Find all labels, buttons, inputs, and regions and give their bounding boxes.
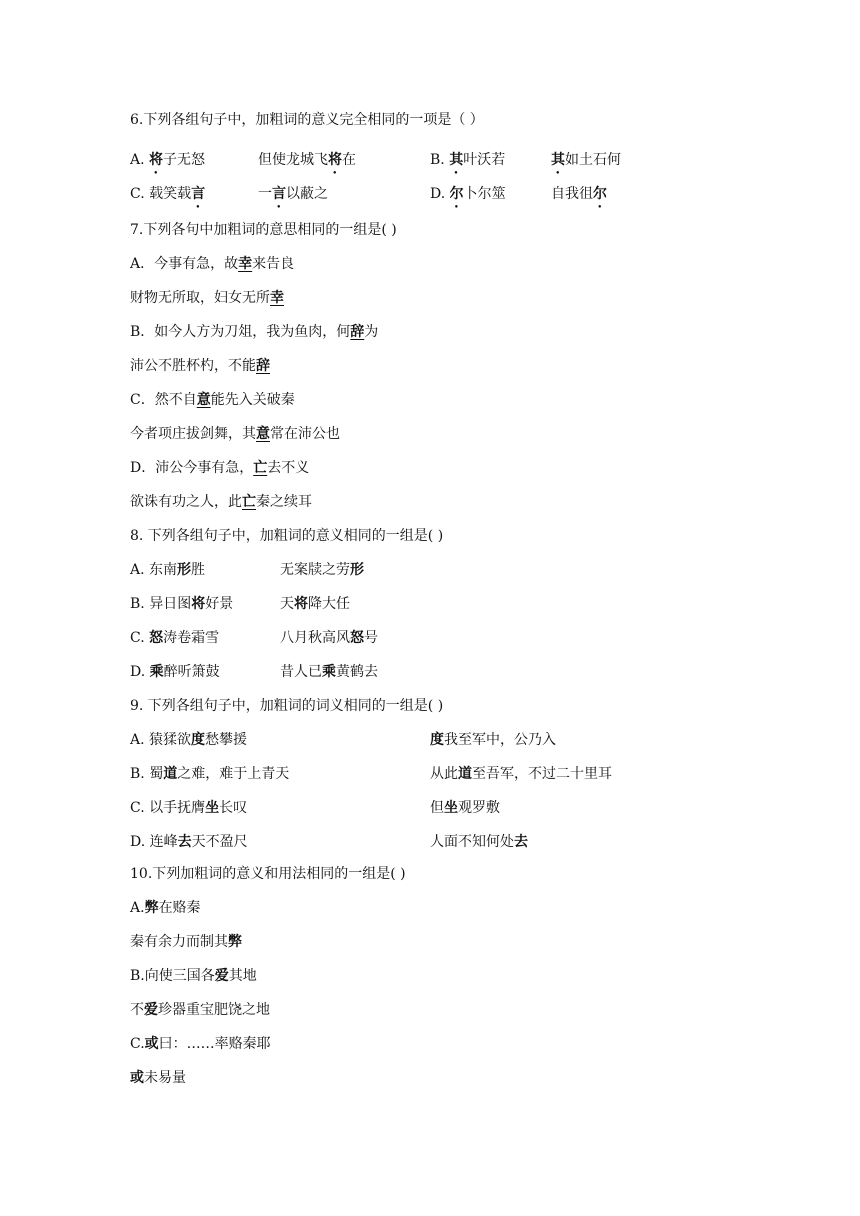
q9-option-b [130, 764, 690, 784]
q8-option-a [130, 560, 530, 580]
q6-option-d-sentence-2: 自我徂尔 [551, 186, 607, 202]
q7-option-a-sentence-1: A．今事有急，故幸来告良 [130, 256, 295, 272]
q8-option-d-sentence-1: D. 乘醉听箫鼓 [130, 664, 220, 680]
q10-option-b-sentence-1: B.向使三国各爱其地 [130, 968, 257, 984]
q7-option-c-sentence-1: C．然不自意能先入关破秦 [130, 392, 295, 408]
q7-option-b-sentence-1: B．如今人方为刀俎，我为鱼肉，何辞为 [130, 324, 379, 340]
q9-option-d-sentence-1: D. 连峰去天不盈尺 [130, 834, 248, 850]
q8-option-b-sentence-2: 天将降大任 [280, 596, 350, 612]
q6-option-c-sentence-1: C. 载笑载言 [130, 186, 206, 202]
q10-option-b-sentence-2: 不爱珍器重宝肥饶之地 [130, 1002, 270, 1018]
q7-option-c-sentence-2: 今者项庄拔剑舞，其意常在沛公也 [130, 426, 340, 442]
q8-option-b [130, 594, 530, 614]
question-9-stem: 9. 下列各组句子中，加粗词的词义相同的一组是( ) [130, 698, 444, 714]
q7-option-d-sentence-1: D．沛公今事有急，亡去不义 [130, 460, 310, 476]
q9-option-b-sentence-2: 从此道至吾军，不过二十里耳 [430, 766, 612, 782]
question-6-row-1 [130, 150, 730, 170]
q7-option-a-sentence-2: 财物无所取，妇女无所幸 [130, 290, 284, 306]
q9-option-a-sentence-2: 度我至军中，公乃入 [430, 732, 556, 748]
q8-option-c-sentence-2: 八月秋高风怒号 [280, 630, 378, 646]
question-7-stem: 7.下列各句中加粗词的意思相同的一组是( ) [130, 222, 397, 238]
q6-option-b-sentence-2: 其如土石何 [551, 152, 621, 168]
q8-option-a-sentence-1: A. 东南形胜 [130, 562, 206, 578]
question-6-stem: 6.下列各组句子中，加粗词的意义完全相同的一项是（ ） [130, 112, 484, 128]
q8-option-d [130, 662, 530, 682]
q6-option-b-sentence-1: B. 其叶沃若 [430, 152, 506, 168]
q9-option-b-sentence-1: B. 蜀道之难，难于上青天 [130, 766, 290, 782]
q9-option-c-sentence-1: C. 以手抚膺坐长叹 [130, 800, 248, 816]
q7-option-d-sentence-2: 欲诛有功之人，此亡秦之续耳 [130, 494, 312, 510]
q6-option-a-sentence-2: 但使龙城飞将在 [258, 152, 356, 168]
q10-option-c-sentence-1: C.或曰：……率赂秦耶 [130, 1036, 271, 1052]
q9-option-d-sentence-2: 人面不知何处去 [430, 834, 528, 850]
q8-option-d-sentence-2: 昔人已乘黄鹤去 [280, 664, 378, 680]
question-8-stem: 8. 下列各组句子中，加粗词的意义相同的一组是( ) [130, 528, 444, 544]
q10-option-a-sentence-2: 秦有余力而制其弊 [130, 934, 242, 950]
q9-option-a-sentence-1: A. 猿猱欲度愁攀援 [130, 732, 248, 748]
q8-option-c [130, 628, 530, 648]
q9-option-d [130, 832, 690, 852]
q6-option-d-sentence-1: D. 尔卜尔筮 [430, 186, 506, 202]
q9-option-c-sentence-2: 但坐观罗敷 [430, 800, 500, 816]
q7-option-b-sentence-2: 沛公不胜杯杓，不能辞 [130, 358, 270, 374]
question-10-stem: 10.下列加粗词的意义和用法相同的一组是( ) [130, 866, 406, 882]
q10-option-a-sentence-1: A.弊在赂秦 [130, 900, 201, 916]
q8-option-a-sentence-2: 无案牍之劳形 [280, 562, 364, 578]
q8-option-c-sentence-1: C. 怒涛卷霜雪 [130, 630, 220, 646]
question-6-row-2 [130, 184, 730, 204]
q6-option-a-sentence-1: A. 将子无怒 [130, 152, 206, 168]
q8-option-b-sentence-1: B. 异日图将好景 [130, 596, 234, 612]
q9-option-a [130, 730, 690, 750]
q10-option-c-sentence-2: 或未易量 [130, 1070, 186, 1086]
q9-option-c [130, 798, 690, 818]
q6-option-c-sentence-2: 一言以蔽之 [258, 186, 328, 202]
